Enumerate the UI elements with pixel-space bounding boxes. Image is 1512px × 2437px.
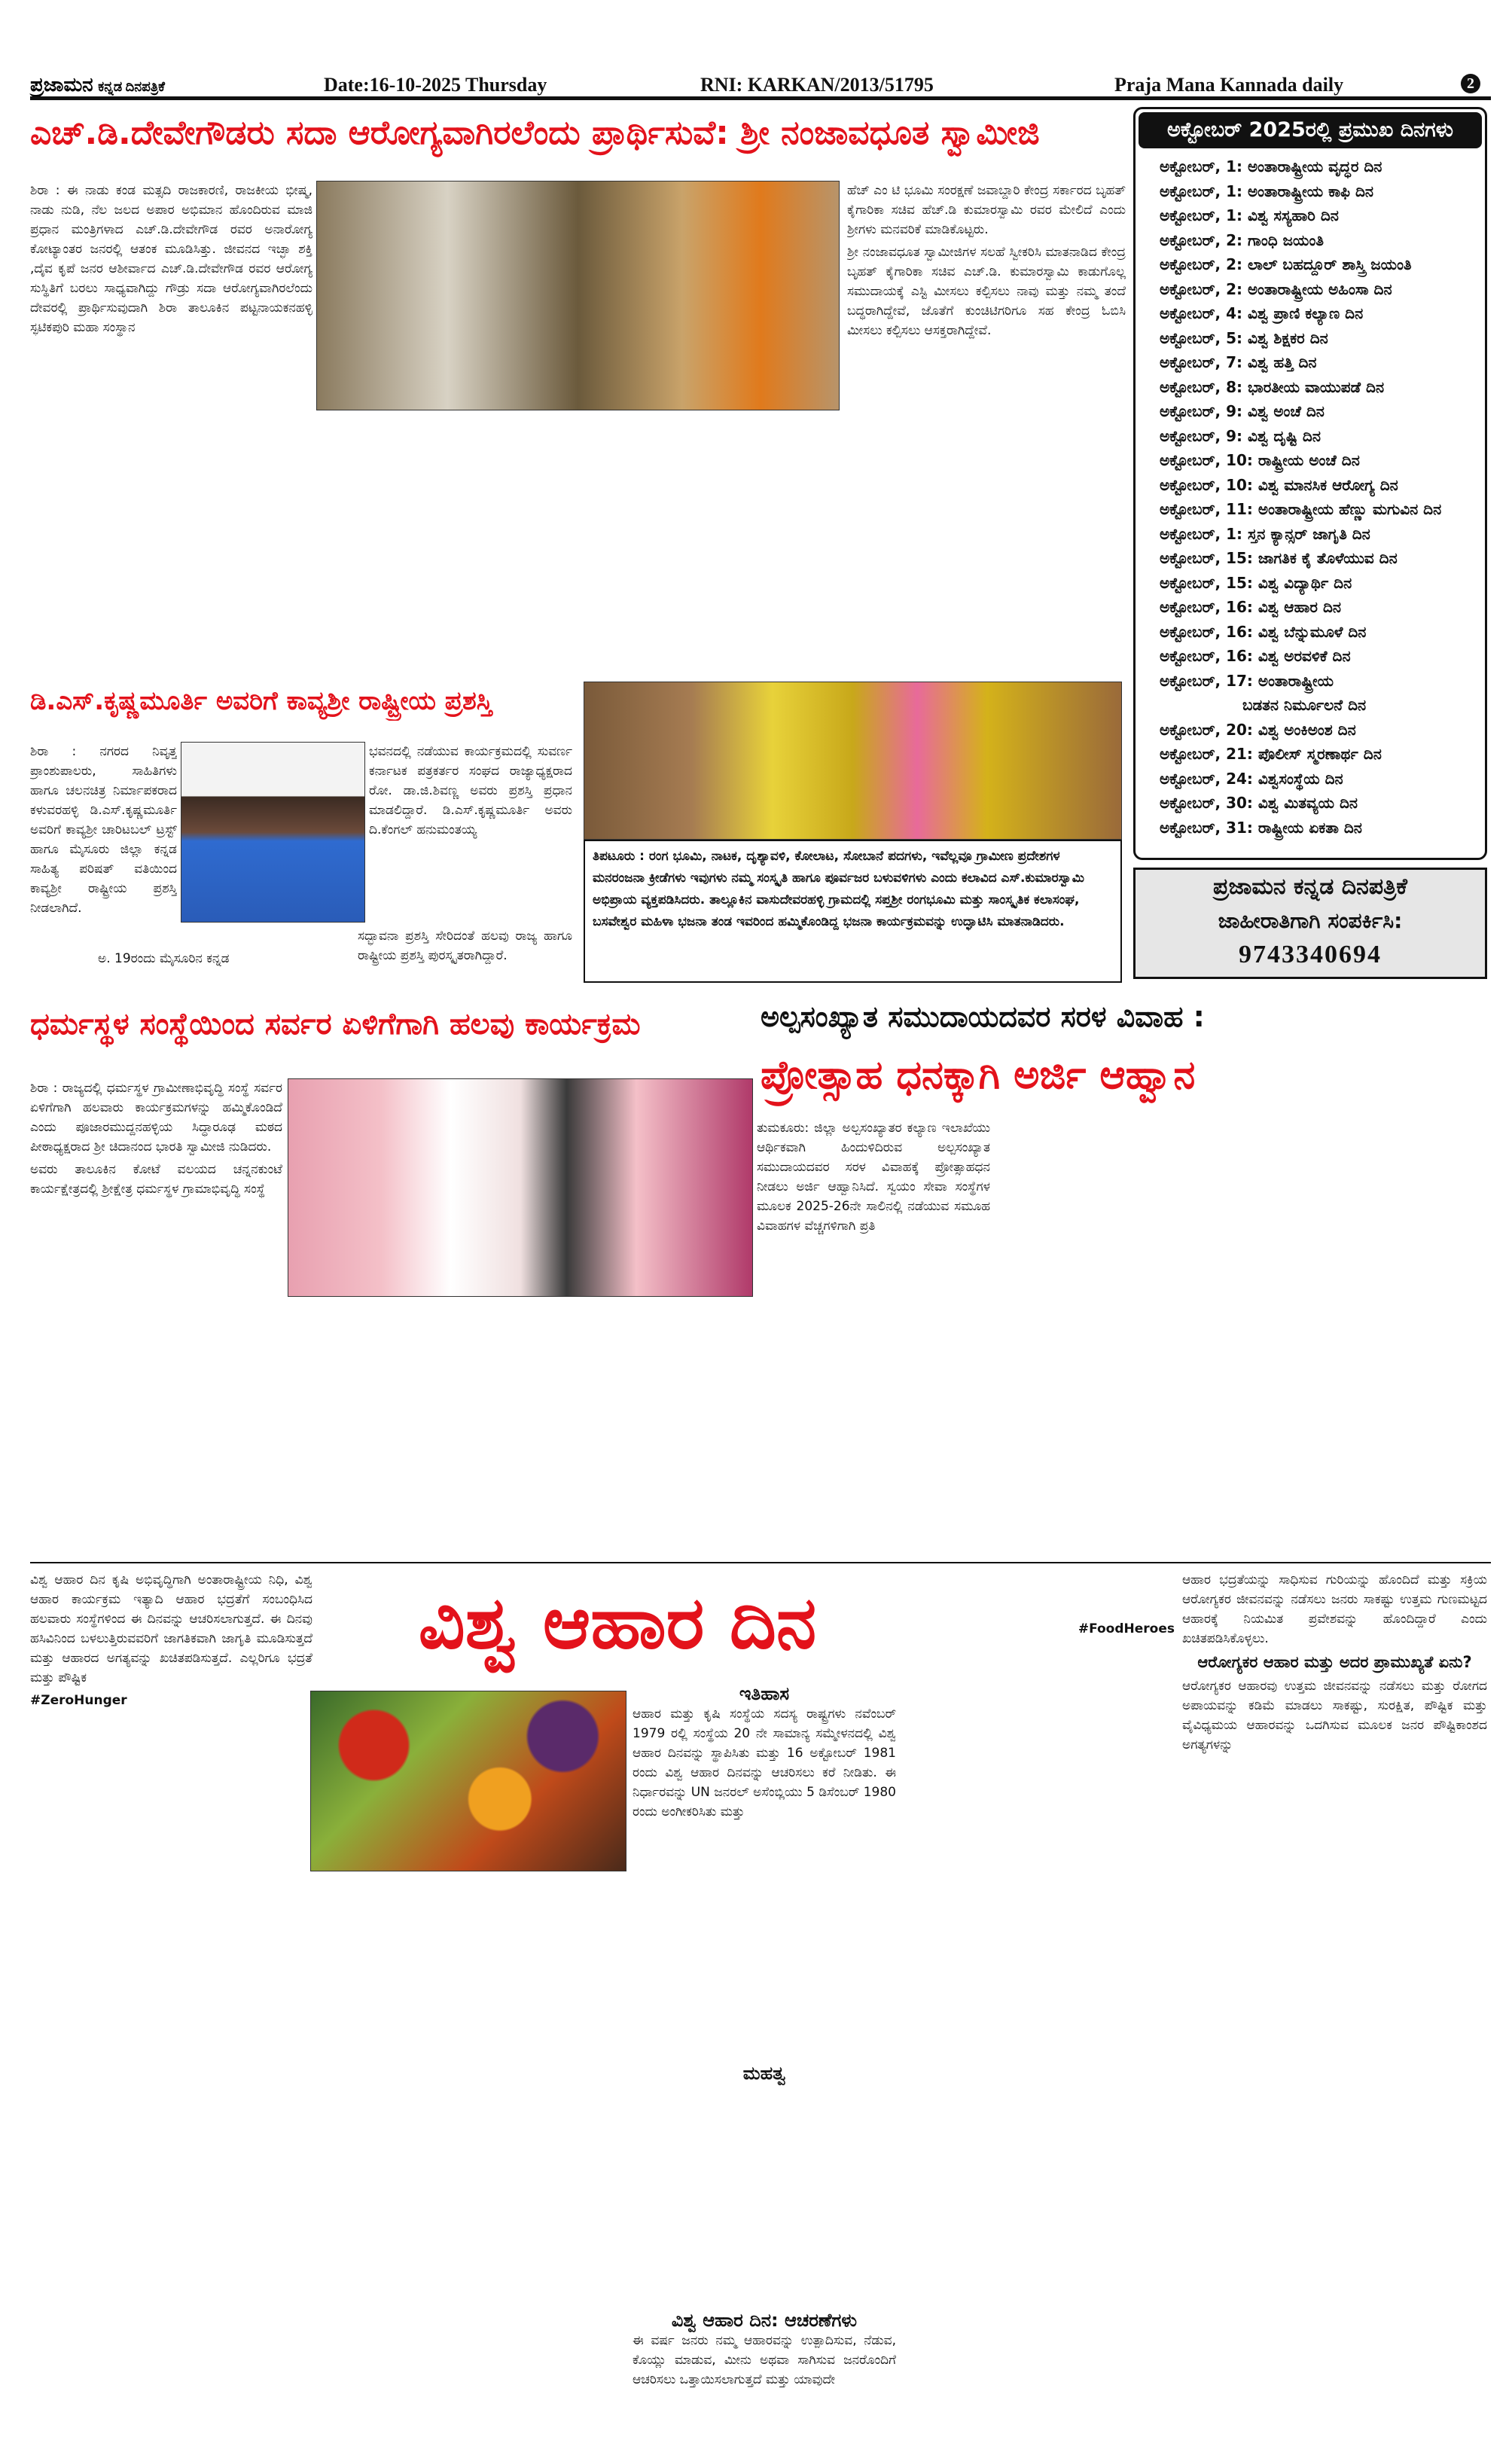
important-day-item: ಅಕ್ಟೋಬರ್, 21: ಪೊಲೀಸ್ ಸ್ಮರಣಾರ್ಥ ದಿನ: [1160, 745, 1382, 763]
page-number: 2: [1461, 74, 1480, 93]
celebrations-title: ವಿಶ್ವ ಆಹಾರ ದಿನ: ಆಚರಣೆಗಳು: [671, 2310, 858, 2331]
bhajan-photo: [584, 682, 1122, 840]
issue-date: Date:16-10-2025 Thursday: [324, 74, 547, 96]
important-day-item: ಅಕ್ಟೋಬರ್, 17: ಅಂತಾರಾಷ್ಟ್ರೀಯ: [1160, 671, 1334, 690]
important-day-item: ಅಕ್ಟೋಬರ್, 2: ಗಾಂಧಿ ಜಯಂತಿ: [1160, 230, 1324, 249]
story2-col2: ಭವನದಲ್ಲಿ ನಡೆಯುವ ಕಾರ್ಯಕ್ರಮದಲ್ಲಿ ಸುವರ್ಣ ಕರ್ನಾಟಕ ಪತ್ರಕರ್ತರ ಸಂಘದ ರಾಜ್ಯಾಧ್ಯಕ್ಷರಾದ ರೋ. ಡಾ.ಜಿ.ಶಿವಣ್ಣ ಅವರು ಪ್ರಶಸ್ತಿ ಪ್ರಧಾನ ಮಾಡಲಿದ್ದಾರೆ. ಡಿ.ಎಸ್.ಕೃಷ್ಣಮೂರ್ತಿ ಅವರು ದಿ.ಕೆಂಗಲ್ ಹನುಮಂತಯ್ಯ: [369, 744, 572, 837]
story4-col1: ತುಮಕೂರು: ಜಿಲ್ಲಾ ಅಲ್ಪಸಂಖ್ಯಾತರ ಕಲ್ಯಾಣ ಇಲಾಖೆಯು ಆರ್ಥಿಕವಾಗಿ ಹಿಂದುಳಿದಿರುವ ಅಲ್ಪಸಂಖ್ಯಾತ ಸಮುದಾಯದವರ ಸರಳ ವಿವಾಹಕ್ಕೆ ಪ್ರೋತ್ಸಾಹಧನ ನೀಡಲು ಅರ್ಜಿ ಆಹ್ವಾನಿಸಿದೆ. ಸ್ವಯಂ ಸೇವಾ ಸಂಸ್ಥೆಗಳ ಮೂಲಕ 2025-26ನೇ ಸಾಲಿನಲ್ಲಿ ನಡೆಯುವ ಸಮೂಹ ವಿವಾಹಗಳ ವೆಚ್ಚಗಳಿಗಾಗಿ ಪ್ರತಿ: [757, 1121, 990, 1234]
krishnamurthy-portrait: [181, 742, 365, 923]
food-day-col1: ವಿಶ್ವ ಆಹಾರ ದಿನ ಕೃಷಿ ಅಭಿವೃದ್ಧಿಗಾಗಿ ಅಂತಾರಾಷ್ಟ್ರೀಯ ನಿಧಿ, ವಿಶ್ವ ಆಹಾರ ಕಾರ್ಯಕ್ರಮ ಇತ್ಯಾದಿ ಆಹಾರ ಭದ್ರತೆಗೆ ಸಂಬಂಧಿಸಿದ ಹಲವಾರು ಸಂಸ್ಥೆಗಳಿಂದ ಈ ದಿನವನ್ನು ಆಚರಿಸಲಾಗುತ್ತದೆ. ಈ ದಿನವು ಹಸಿವಿನಿಂದ ಬಳಲುತ್ತಿರುವವರಿಗೆ ಜಾಗತಿಕವಾಗಿ ಜಾಗೃತಿ ಮೂಡಿಸುತ್ತದೆ ಮತ್ತು ಆಹಾರದ ಅಗತ್ಯವನ್ನು ಖಚಿತಪಡಿಸುತ್ತದೆ. ಎಲ್ಲರಿಗೂ ಭದ್ರತೆ ಮತ್ತು ಪೌಷ್ಟಿಕ #ZeroHunger: [30, 1572, 312, 1708]
paper-name: Praja Mana Kannada daily: [1114, 74, 1344, 96]
important-day-item: ಅಕ್ಟೋಬರ್, 15: ಜಾಗತಿಕ ಕೈ ತೊಳೆಯುವ ದಿನ: [1160, 549, 1398, 567]
important-day-item: ಅಕ್ಟೋಬರ್, 16: ವಿಶ್ವ ಆಹಾರ ದಿನ: [1160, 598, 1341, 616]
story1-col1: ಶಿರಾ : ಈ ನಾಡು ಕಂಡ ಮತ್ಸದಿ ರಾಜಕಾರಣಿ, ರಾಜಕೀಯ ಭೀಷ್ಮ, ನಾಡು ನುಡಿ, ನೆಲ ಜಲದ ಅಪಾರ ಅಭಿಮಾನ ಹೊಂದಿರುವ ಮಾಜಿ ಪ್ರಧಾನ ಮಂತ್ರಿಗಳಾದ ಎಚ್.ಡಿ.ದೇವೇಗೌಡ ರವರ ಅನಾರೋಗ್ಯ ಕೋಟ್ಯಾಂತರ ಜನರಲ್ಲಿ ಆತಂಕ ಮೂಡಿಸಿತ್ತು. ಜೀವನದ ಇಚ್ಛಾ ಶಕ್ತಿ ,ದೈವ ಕೃಪೆ ಜನರ ಆಶೀರ್ವಾದ ಎಚ್.ಡಿ.ದೇವೇಗೌಡ ರವರ ಆರೋಗ್ಯ ಸುಸ್ಥಿತಿಗೆ ಬರಲು ಸಾಧ್ಯವಾಗಿದ್ದು ಗೌಡ್ರು ಸದಾ ಆರೋಗ್ಯವಾಗಿರಲೆಂದು ದೇವರಲ್ಲಿ ಪ್ರಾರ್ಥಿಸುವುದಾಗಿ ಶಿರಾ ತಾಲೂಕಿನ ಪಟ್ಟನಾಯಕನಹಳ್ಳಿ ಸ್ಫಟಿಕಪುರಿ ಮಹಾ ಸಂಸ್ಥಾನ: [30, 183, 312, 335]
story3-col1: ಶಿರಾ : ರಾಜ್ಯದಲ್ಲಿ ಧರ್ಮಸ್ಥಳ ಗ್ರಾಮೀಣಾಭಿವೃದ್ಧಿ ಸಂಸ್ಥೆ ಸರ್ವರ ಏಳಿಗೆಗಾಗಿ ಹಲವಾರು ಕಾರ್ಯಕ್ರಮಗಳನ್ನು ಹಮ್ಮಿಕೊಂಡಿದೆ ಎಂದು ಪೂಜಾರಮುದ್ದನಹಳ್ಳಿಯ ಸಿದ್ಧಾರೂಢ ಮಠದ ಪೀಠಾಧ್ಯಕ್ಷರಾದ ಶ್ರೀ ಚಿದಾನಂದ ಭಾರತಿ ಸ್ವಾಮೀಜಿ ನುಡಿದರು. ಅವರು ತಾಲೂಕಿನ ಕೋಟೆ ವಲಯದ ಚನ್ನನಕುಂಟೆ ಕಾರ್ಯಕ್ಷೇತ್ರದಲ್ಲಿ ಶ್ರೀಕ್ಷೇತ್ರ ಧರ್ಮಸ್ಥಳ ಗ್ರಾಮಾಭಿವೃದ್ಧಿ ಸಂಸ್ಥೆ: [30, 1081, 282, 1197]
healthy-text: ಆರೋಗ್ಯಕರ ಆಹಾರವು ಉತ್ತಮ ಜೀವನವನ್ನು ನಡೆಸಲು ಮತ್ತು ರೋಗದ ಅಪಾಯವನ್ನು ಕಡಿಮೆ ಮಾಡಲು ಸಾಕಷ್ಟು, ಸುರಕ್ಷಿತ, ಪೌಷ್ಟಿಕ ಮತ್ತು ವೈವಿಧ್ಯಮಯ ಆಹಾರವನ್ನು ಒದಗಿಸುವ ಮೂಲಕ ಜನರ ಪೌಷ್ಟಿಕಾಂಶದ ಅಗತ್ಯಗಳನ್ನು: [1182, 1679, 1487, 1752]
rni-number: RNI: KARKAN/2013/51795: [700, 74, 934, 96]
important-days-list: [1139, 148, 1482, 840]
food-day-col5: [1182, 1570, 1487, 1755]
important-day-item: ಅಕ್ಟೋಬರ್, 7: ವಿಶ್ವ ಹತ್ತಿ ದಿನ: [1160, 353, 1317, 371]
important-day-item: ಅಕ್ಟೋಬರ್, 4: ವಿಶ್ವ ಪ್ರಾಣಿ ಕಲ್ಯಾಣ ದಿನ: [1160, 304, 1364, 322]
important-day-item: ಅಕ್ಟೋಬರ್, 11: ಅಂತಾರಾಷ್ಟ್ರೀಯ ಹೆಣ್ಣು ಮಗುವಿನ ದಿನ: [1160, 500, 1442, 518]
celebrations-text: ಈ ವರ್ಷ ಜನರು ನಮ್ಮ ಆಹಾರವನ್ನು ಉತ್ಪಾದಿಸುವ, ನೆಡುವ, ಕೊಯ್ಲು ಮಾಡುವ, ಮೀನು ಅಥವಾ ಸಾಗಿಸುವ ಜನರೊಂದಿಗೆ ಆಚರಿಸಲು ಒತ್ತಾಯಿಸಲಾಗುತ್ತದೆ ಮತ್ತು ಯಾವುದೇ: [633, 2333, 896, 2387]
masthead-logo: ಪ್ರಜಾಮನ ಕನ್ನಡ ದಿನಪತ್ರಿಕೆ: [30, 74, 165, 96]
food-photo: [310, 1691, 626, 1871]
important-day-item: ಅಕ್ಟೋಬರ್, 5: ವಿಶ್ವ ಶಿಕ್ಷಕರ ದಿನ: [1160, 328, 1328, 347]
important-day-item: ಅಕ್ಟೋಬರ್, 2: ಲಾಲ್ ಬಹದ್ದೂರ್ ಶಾಸ್ತ್ರಿ ಜಯಂತಿ: [1160, 255, 1412, 273]
important-day-item: ಅಕ್ಟೋಬರ್, 20: ವಿಶ್ವ ಅಂಕಿಅಂಶ ದಿನ: [1160, 720, 1356, 739]
story2-headline: ಡಿ.ಎಸ್.ಕೃಷ್ಣಮೂರ್ತಿ ಅವರಿಗೆ ಕಾವ್ಯಶ್ರೀ ರಾಷ್ಟ್ರೀಯ ಪ್ರಶಸ್ತಿ: [30, 686, 492, 716]
important-day-item: ಅಕ್ಟೋಬರ್, 15: ವಿಶ್ವ ವಿದ್ಯಾರ್ಥಿ ದಿನ: [1160, 573, 1352, 592]
story3-headline: ಧರ್ಮಸ್ಥಳ ಸಂಸ್ಥೆಯಿಂದ ಸರ್ವರ ಏಳಿಗೆಗಾಗಿ ಹಲವು ಕಾರ್ಯಕ್ರಮ: [30, 1007, 641, 1042]
healthy-title: ಆರೋಗ್ಯಕರ ಆಹಾರ ಮತ್ತು ಅದರ ಪ್ರಾಮುಖ್ಯತೆ ಏನು?: [1197, 1653, 1472, 1671]
important-day-item: ಅಕ್ಟೋಬರ್, 1: ವಿಶ್ವ ಸಸ್ಯಹಾರಿ ದಿನ: [1160, 206, 1339, 224]
important-days-box: [1133, 107, 1487, 860]
food-heroes-tag: #FoodHeroes: [1078, 1621, 1175, 1636]
important-day-item: ಅಕ್ಟೋಬರ್, 24: ವಿಶ್ವಸಂಸ್ಥೆಯ ದಿನ: [1160, 769, 1343, 788]
important-day-item: ಅಕ್ಟೋಬರ್, 2: ಅಂತಾರಾಷ್ಟ್ರೀಯ ಅಹಿಂಸಾ ದಿನ: [1160, 279, 1392, 298]
ad-line2: ಜಾಹೀರಾತಿಗಾಗಿ ಸಂಪರ್ಕಿಸಿ:: [1218, 908, 1403, 933]
important-day-item: ಅಕ್ಟೋಬರ್, 10: ವಿಶ್ವ ಮಾನಸಿಕ ಆರೋಗ್ಯ ದಿನ: [1160, 475, 1398, 494]
col5-text: ಆಹಾರ ಭದ್ರತೆಯನ್ನು ಸಾಧಿಸುವ ಗುರಿಯನ್ನು ಹೊಂದಿದೆ ಮತ್ತು ಸಕ್ರಿಯ ಆರೋಗ್ಯಕರ ಜೀವನವನ್ನು ನಡೆಸಲು ಜನರು ಸಾಕಷ್ಟು ಉತ್ತಮ ಗುಣಮಟ್ಟದ ಆಹಾರಕ್ಕೆ ನಿಯಮಿತ ಪ್ರವೇಶವನ್ನು ಹೊಂದಿದ್ದಾರೆ ಎಂದು ಖಚಿತಪಡಿಸಿಕೊಳ್ಳಲು.: [1182, 1572, 1487, 1646]
important-day-item: ಅಕ್ಟೋಬರ್, 9: ವಿಶ್ವ ದೃಷ್ಟಿ ದಿನ: [1160, 426, 1321, 445]
section-rule: [30, 1562, 1491, 1563]
important-day-item: ಅಕ್ಟೋಬರ್, 9: ವಿಶ್ವ ಅಂಚೆ ದಿನ: [1160, 402, 1325, 420]
important-day-item: ಅಕ್ಟೋಬರ್, 1: ಸ್ತನ ಕ್ಯಾನ್ಸರ್ ಜಾಗೃತಿ ದಿನ: [1160, 524, 1370, 543]
story1-photo: [316, 181, 840, 410]
history-title: ಇತಿಹಾಸ: [739, 1683, 790, 1704]
header-rule: [30, 96, 1491, 100]
history-text: ಆಹಾರ ಮತ್ತು ಕೃಷಿ ಸಂಸ್ಥೆಯ ಸದಸ್ಯ ರಾಷ್ಟ್ರಗಳು ನವೆಂಬರ್ 1979 ರಲ್ಲಿ ಸಂಸ್ಥೆಯ 20 ನೇ ಸಾಮಾನ್ಯ ಸಮ್ಮೇಳನದಲ್ಲಿ ವಿಶ್ವ ಆಹಾರ ದಿನವನ್ನು ಸ್ಥಾಪಿಸಿತು ಮತ್ತು 16 ಅಕ್ಟೋಬರ್ 1981 ರಂದು ವಿಶ್ವ ಆಹಾರ ದಿನವನ್ನು ಆಚರಿಸಲು ಕರೆ ನೀಡಿತು. ಈ ನಿರ್ಧಾರವನ್ನು UN ಜನರಲ್ ಅಸೆಂಬ್ಲಿಯು 5 ಡಿಸೆಂಬರ್ 1980 ರಂದು ಅಂಗೀಕರಿಸಿತು ಮತ್ತು: [633, 1707, 896, 1819]
story3-photo: [288, 1078, 753, 1297]
ad-line1: ಪ್ರಜಾಮನ ಕನ್ನಡ ದಿನಪತ್ರಿಕೆ: [1213, 874, 1407, 900]
important-day-item: ಅಕ್ಟೋಬರ್, 31: ರಾಷ್ಟ್ರೀಯ ಏಕತಾ ದಿನ: [1160, 818, 1362, 837]
important-day-item: ಅಕ್ಟೋಬರ್, 16: ವಿಶ್ವ ಬೆನ್ನುಮೂಳೆ ದಿನ: [1160, 622, 1367, 641]
important-day-item: ಅಕ್ಟೋಬರ್, 16: ವಿಶ್ವ ಅರವಳಿಕೆ ದಿನ: [1160, 647, 1351, 665]
bhajan-caption: ತಿಪಟೂರು : ರಂಗ ಭೂಮಿ, ನಾಟಕ, ದೃಶ್ಯಾವಳಿ, ಕೋಲಾಟ, ಸೋಬಾನೆ ಪದಗಳು, ಇವೆಲ್ಲವೂ ಗ್ರಾಮೀಣ ಪ್ರದೇಶಗಳ ಮನರಂಜನಾ ಕ್ರೀಡೆಗಳು ಇವುಗಳು ನಮ್ಮ ಸಂಸ್ಕೃತಿ ಹಾಗೂ ಪೂರ್ವಜರ ಬಳುವಳಿಗಳು ಎಂದು ಕಲಾವಿದ ಎಸ್.ಕುಮಾರಸ್ವಾಮಿ ಅಭಿಪ್ರಾಯ ವ್ಯಕ್ತಪಡಿಸಿದರು. ತಾಲ್ಲೂಕಿನ ವಾಸುದೇವರಹಳ್ಳಿ ಗ್ರಾಮದಲ್ಲಿ ಸಪ್ತಶ್ರೀ ರಂಗಭೂಮಿ ಮತ್ತು ಸಾಂಸ್ಕೃತಿಕ ಕಲಾಸಂಘ, ಬಸವೇಶ್ವರ ಮಹಿಳಾ ಭಜನಾ ತಂಡ ಇವರಿಂದ ಹಮ್ಮಿಕೊಂಡಿದ್ದ ಭಜನಾ ಕಾರ್ಯಕ್ರಮವನ್ನು ಉದ್ಘಾಟಿಸಿ ಮಾತನಾಡಿದರು.: [584, 840, 1122, 983]
story1-col4: ಹೆಚ್ ಎಂ ಟಿ ಭೂಮಿ ಸಂರಕ್ಷಣೆ ಜವಾಬ್ದಾರಿ ಕೇಂದ್ರ ಸರ್ಕಾರದ ಬೃಹತ್ ಕೈಗಾರಿಕಾ ಸಚಿವ ಹೆಚ್.ಡಿ ಕುಮಾರಸ್ವಾಮಿ ರವರ ಮೇಲಿದೆ ಎಂದು ಶ್ರೀಗಳು ಮನವರಿಕೆ ಮಾಡಿಕೊಟ್ಟರು. ಶ್ರೀ ನಂಜಾವಧೂತ ಸ್ವಾಮೀಜಿಗಳ ಸಲಹೆ ಸ್ವೀಕರಿಸಿ ಮಾತನಾಡಿದ ಕೇಂದ್ರ ಬೃಹತ್ ಕೈಗಾರಿಕಾ ಸಚಿವ ಎಚ್.ಡಿ. ಕುಮಾರಸ್ವಾಮಿ ಕಾಡುಗೊಲ್ಲ ಸಮುದಾಯಕ್ಕೆ ಎಸ್ಟಿ ಮೀಸಲು ಕಲ್ಪಿಸಲು ನಾವು ಮತ್ತು ನಮ್ಮ ತಂದೆ ಬದ್ಧರಾಗಿದ್ದೇವೆ, ಜೊತೆಗೆ ಕುಂಚಿಟಿಗರಿಗೂ ಸಹ ಕೇಂದ್ರ ಓಬಿಸಿ ಮೀಸಲು ಕಲ್ಪಿಸಲು ಆಸಕ್ತರಾಗಿದ್ದೇವೆ.: [847, 183, 1126, 338]
story1-headline: ಎಚ್.ಡಿ.ದೇವೇಗೌಡರು ಸದಾ ಆರೋಗ್ಯವಾಗಿರಲೆಂದು ಪ್ರಾರ್ಥಿಸುವೆ: ಶ್ರೀ ನಂಜಾವಧೂತ ಸ್ವಾಮೀಜಿ: [30, 114, 1040, 152]
story2-col1b: ಅ. 19ರಂದು ಮೈಸೂರಿನ ಕನ್ನಡ: [98, 951, 230, 966]
important-day-item: ಅಕ್ಟೋಬರ್, 10: ರಾಷ್ಟ್ರೀಯ ಅಂಚೆ ದಿನ: [1160, 451, 1360, 469]
ad-contact-box: [1133, 868, 1487, 979]
food-day-headline: ವಿಶ್ವ ಆಹಾರ ದಿನ: [418, 1581, 817, 1665]
significance-title: ಮಹತ್ವ: [742, 2063, 786, 2084]
important-day-item: ಅಕ್ಟೋಬರ್, 1: ಅಂತಾರಾಷ್ಟ್ರೀಯ ಕಾಫಿ ದಿನ: [1160, 181, 1373, 200]
important-days-title: ಅಕ್ಟೋಬರ್ 2025ರಲ್ಲಿ ಪ್ರಮುಖ ದಿನಗಳು: [1139, 112, 1482, 148]
important-day-item: ಅಕ್ಟೋಬರ್, 1: ಅಂತಾರಾಷ್ಟ್ರೀಯ ವೃದ್ಧರ ದಿನ: [1160, 157, 1382, 175]
story4-headline-line1: ಅಲ್ಪಸಂಖ್ಯಾತ ಸಮುದಾಯದವರ ಸರಳ ವಿವಾಹ :: [761, 1000, 1205, 1033]
important-day-item: ಅಕ್ಟೋಬರ್, 30: ವಿಶ್ವ ಮಿತವ್ಯಯ ದಿನ: [1160, 794, 1358, 812]
story4-headline-line2: ಪ್ರೋತ್ಸಾಹ ಧನಕ್ಕಾಗಿ ಅರ್ಜಿ ಆಹ್ವಾನ: [761, 1053, 1196, 1098]
ad-phone: 9743340694: [1239, 941, 1382, 968]
important-day-item: ಬಡತನ ನಿರ್ಮೂಲನೆ ದಿನ: [1242, 696, 1367, 714]
story2-col2b: ಸದ್ಭಾವನಾ ಪ್ರಶಸ್ತಿ ಸೇರಿದಂತೆ ಹಲವು ರಾಜ್ಯ ಹಾಗೂ ರಾಷ್ಟ್ರೀಯ ಪ್ರಶಸ್ತಿ ಪುರಸ್ಕೃತರಾಗಿದ್ದಾರೆ.: [358, 929, 572, 963]
important-day-item: ಅಕ್ಟೋಬರ್, 8: ಭಾರತೀಯ ವಾಯುಪಡೆ ದಿನ: [1160, 377, 1385, 396]
story2-col1: ಶಿರಾ : ನಗರದ ನಿವೃತ್ತ ಪ್ರಾಂಶುಪಾಲರು, ಸಾಹಿತಿಗಳು ಹಾಗೂ ಚಲನಚಿತ್ರ ನಿರ್ಮಾಪಕರಾದ ಕಳುವರಹಳ್ಳಿ ಡಿ.ಎಸ್.ಕೃಷ್ಣಮೂರ್ತಿ ಅವರಿಗೆ ಕಾವ್ಯಶ್ರೀ ಚಾರಿಟಬಲ್ ಟ್ರಸ್ಟ್ ಹಾಗೂ ಮೈಸೂರು ಜಿಲ್ಲಾ ಕನ್ನಡ ಸಾಹಿತ್ಯ ಪರಿಷತ್ ವತಿಯಿಂದ ಕಾವ್ಯಶ್ರೀ ರಾಷ್ಟ್ರೀಯ ಪ್ರಶಸ್ತಿ ನೀಡಲಾಗಿದೆ.: [30, 744, 177, 916]
food-day-col3: [633, 1683, 896, 2390]
